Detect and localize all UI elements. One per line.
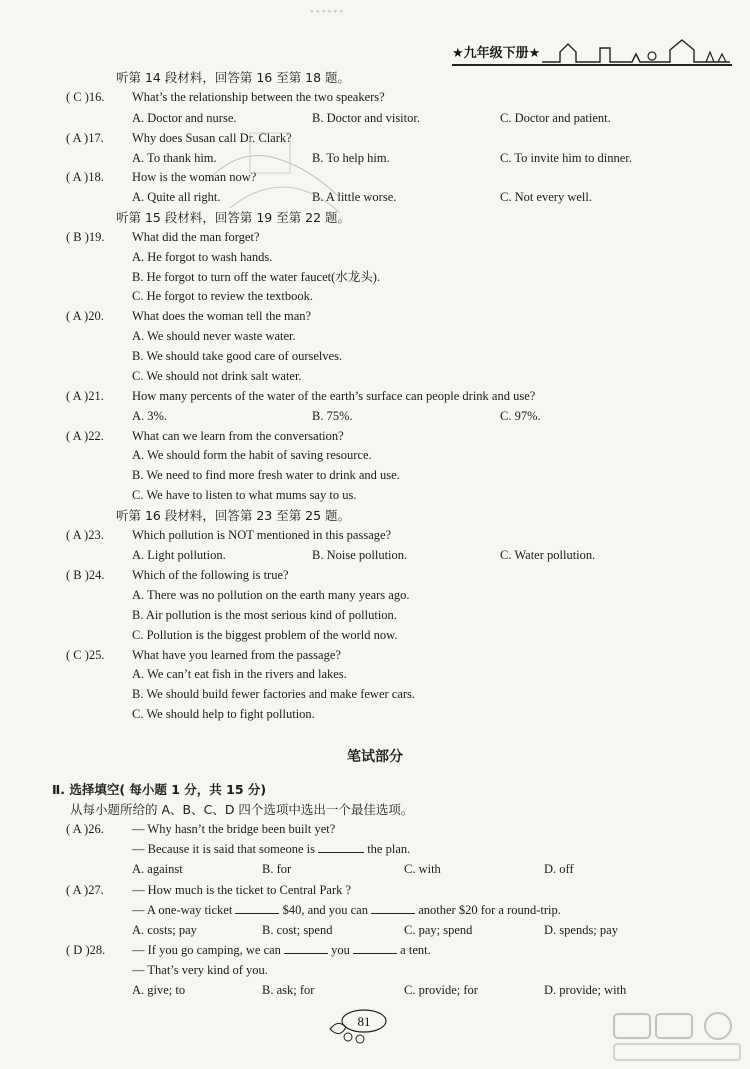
option-a: A. costs; pay <box>132 923 197 937</box>
answer-blank <box>353 941 397 954</box>
question-text: the plan. <box>367 842 411 856</box>
answer-label: ( A )22. <box>66 429 104 443</box>
option-c: C. 97%. <box>500 409 541 423</box>
answer-label: ( B )24. <box>66 568 105 582</box>
written-section-title: 笔试部分 <box>347 749 403 765</box>
section-note-16: 听第 16 段材料，回答第 23 至第 25 题。 <box>116 508 351 523</box>
question-text: — If you go camping, we can <box>132 943 281 957</box>
option-a: A. Light pollution. <box>132 548 226 562</box>
option-b: B. for <box>262 862 292 876</box>
answer-label: ( C )25. <box>66 648 105 662</box>
option-a: A. give; to <box>132 983 186 997</box>
header-band: •••••• <box>310 6 346 18</box>
option-c: C. We should not drink salt water. <box>132 369 302 383</box>
option-b: B. He forgot to turn off the water faucet(水龙头). <box>132 270 381 284</box>
answer-blank <box>318 840 364 853</box>
answer-label: ( A )18. <box>66 170 104 184</box>
part-instruction: 从每小题所给的 A、B、C、D 四个选项中选出一个最佳选项。 <box>70 802 414 817</box>
question-text: What’s the relationship between the two speakers? <box>132 90 385 104</box>
question-text: What have you learned from the passage? <box>132 648 341 662</box>
option-a: A. Doctor and nurse. <box>132 111 237 125</box>
answer-blank <box>371 901 415 914</box>
option-b: B. We need to find more fresh water to drink and use. <box>132 468 400 482</box>
option-b: B. To help him. <box>312 151 390 165</box>
page-number: 81 <box>357 1014 371 1029</box>
option-c: C. Not every well. <box>500 190 592 204</box>
option-b: B. cost; spend <box>262 923 333 937</box>
question-text: $40, and you can <box>282 903 368 917</box>
option-c: C. with <box>404 862 441 876</box>
option-c: C. Pollution is the biggest problem of the world now. <box>132 628 398 642</box>
option-a: A. We can’t eat fish in the rivers and lakes. <box>132 667 347 681</box>
option-b: B. 75%. <box>312 409 353 423</box>
header-title: ★九年级下册★ <box>452 46 541 61</box>
option-c: C. He forgot to review the textbook. <box>132 289 313 303</box>
question-text: — Because it is said that someone is <box>132 842 315 856</box>
question-line <box>132 840 410 858</box>
question-text: Which of the following is true? <box>132 568 289 582</box>
question-line <box>132 941 431 959</box>
answer-blank <box>284 941 328 954</box>
section-note-15: 听第 15 段材料，回答第 19 至第 22 题。 <box>116 210 351 225</box>
header-decoration-icon <box>540 34 732 66</box>
option-d: D. off <box>544 862 574 876</box>
option-b: B. We should take good care of ourselves. <box>132 349 343 363</box>
option-b: B. Air pollution is the most serious kind of pollution. <box>132 608 397 622</box>
question-line <box>132 901 561 919</box>
option-b: B. ask; for <box>262 983 315 997</box>
question-text: What does the woman tell the man? <box>132 309 312 323</box>
question-text: another $20 for a round-trip. <box>418 903 561 917</box>
option-a: A. against <box>132 862 183 876</box>
option-a: A. There was no pollution on the earth many years ago. <box>132 588 410 602</box>
header-rule <box>452 64 732 66</box>
section-note-14: 听第 14 段材料，回答第 16 至第 18 题。 <box>116 70 351 85</box>
question-text: What did the man forget? <box>132 230 260 244</box>
answer-label: ( A )17. <box>66 131 104 145</box>
question-text: — A one-way ticket <box>132 903 233 917</box>
question-text: How is the woman now? <box>132 170 257 184</box>
option-c: C. pay; spend <box>404 923 473 937</box>
answer-label: ( C )16. <box>66 90 105 104</box>
question-text: — How much is the ticket to Central Park ? <box>132 883 352 897</box>
option-c: C. We should help to fight pollution. <box>132 707 315 721</box>
answer-label: ( A )20. <box>66 309 104 323</box>
question-text: a tent. <box>400 943 431 957</box>
option-a: A. He forgot to wash hands. <box>132 250 273 264</box>
option-a: A. We should form the habit of saving resource. <box>132 448 372 462</box>
option-a: A. Quite all right. <box>132 190 221 204</box>
question-text: What can we learn from the conversation? <box>132 429 344 443</box>
option-d: D. provide; with <box>544 983 627 997</box>
answer-label: ( A )21. <box>66 389 104 403</box>
option-c: C. provide; for <box>404 983 478 997</box>
option-c: C. To invite him to dinner. <box>500 151 632 165</box>
answer-label: ( D )28. <box>66 943 106 957</box>
option-b: B. We should build fewer factories and make fewer cars. <box>132 687 416 701</box>
answer-blank <box>235 901 279 914</box>
page-number-badge-icon <box>320 1005 400 1045</box>
option-b: B. A little worse. <box>312 190 397 204</box>
option-a: A. We should never waste water. <box>132 329 296 343</box>
option-c: C. We have to listen to what mums say to us. <box>132 488 357 502</box>
question-text: you <box>331 943 350 957</box>
watermark-logo-icon <box>610 1010 745 1065</box>
answer-label: ( B )19. <box>66 230 105 244</box>
option-c: C. Doctor and patient. <box>500 111 611 125</box>
option-c: C. Water pollution. <box>500 548 596 562</box>
question-text: Which pollution is NOT mentioned in this passage? <box>132 528 392 542</box>
option-a: A. 3%. <box>132 409 168 423</box>
question-text: Why does Susan call Dr. Clark? <box>132 131 292 145</box>
question-text: — Why hasn’t the bridge been built yet? <box>132 822 336 836</box>
option-b: B. Noise pollution. <box>312 548 408 562</box>
answer-label: ( A )26. <box>66 822 104 836</box>
answer-label: ( A )27. <box>66 883 104 897</box>
option-b: B. Doctor and visitor. <box>312 111 420 125</box>
stamp-icon <box>200 128 350 228</box>
part-heading: Ⅱ. 选择填空( 每小题 1 分，共 15 分) <box>52 782 267 797</box>
answer-label: ( A )23. <box>66 528 104 542</box>
option-a: A. To thank him. <box>132 151 217 165</box>
option-d: D. spends; pay <box>544 923 618 937</box>
question-text: — That’s very kind of you. <box>132 963 268 977</box>
question-text: How many percents of the water of the earth’s surface can people drink and use? <box>132 389 536 403</box>
